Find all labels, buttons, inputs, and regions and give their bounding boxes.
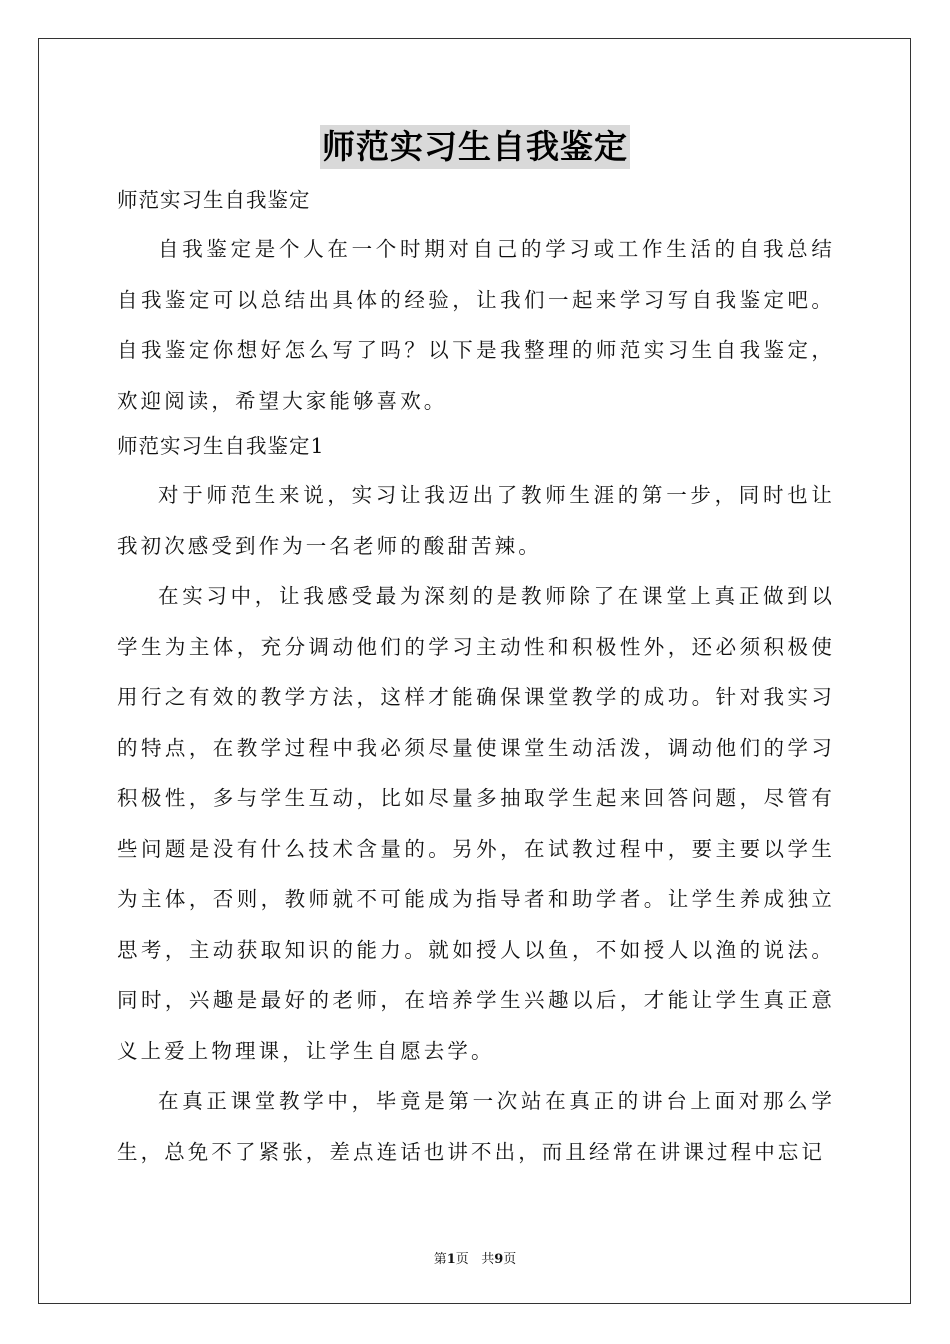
body-paragraph-1: 对于师范生来说，实习让我迈出了教师生涯的第一步，同时也让我初次感受到作为一名老师的酸甜苦辣。	[117, 483, 835, 558]
body-paragraph-3: 在真正课堂教学中，毕竟是第一次站在真正的讲台上面对那么学生，总免不了紧张，差点连话也讲不出，而且经常在讲课过程中忘记	[117, 1089, 835, 1164]
page-current-number: 1	[446, 1252, 456, 1267]
total-prefix: 共	[481, 1252, 495, 1267]
page-prefix: 第	[433, 1252, 447, 1267]
page-footer	[0, 1248, 950, 1267]
document-title: 师范实习生自我鉴定	[320, 125, 630, 169]
document-subtitle: 师范实习生自我鉴定	[117, 188, 311, 212]
title-container	[0, 125, 950, 169]
body-paragraph-2: 在实习中，让我感受最为深刻的是教师除了在课堂上真正做到以学生为主体，充分调动他们的学习主动性和积极性外，还必须积极使用行之有效的教学方法，这样才能确保课堂教学的成功。针对我实习的特点，在教学过程中我必须尽量使课堂生动活泼，调动他们的学习积极性，多与学生互动，比如尽量多抽取学生起来回答问题，尽管有些问题是没有什么技术含量的。另外，在试教过程中，要主要以学生为主体，否则，教师就不可能成为指导者和助学者。让学生养成独立思考，主动获取知识的能力。就如授人以鱼，不如授人以渔的说法。同时，兴趣是最好的老师，在培养学生兴趣以后，才能让学生真正意义上爱上物理课，让学生自愿去学。	[117, 584, 835, 1063]
total-suffix: 页	[503, 1252, 517, 1267]
intro-paragraph: 自我鉴定是个人在一个时期对自己的学习或工作生活的自我总结自我鉴定可以总结出具体的经验，让我们一起来学习写自我鉴定吧。自我鉴定你想好怎么写了吗？以下是我整理的师范实习生自我鉴定，欢迎阅读，希望大家能够喜欢。	[117, 237, 835, 413]
section-heading: 师范实习生自我鉴定1	[117, 434, 325, 458]
page-total-number: 9	[494, 1252, 504, 1267]
page-suffix: 页	[455, 1252, 469, 1267]
document-body	[117, 180, 835, 1177]
